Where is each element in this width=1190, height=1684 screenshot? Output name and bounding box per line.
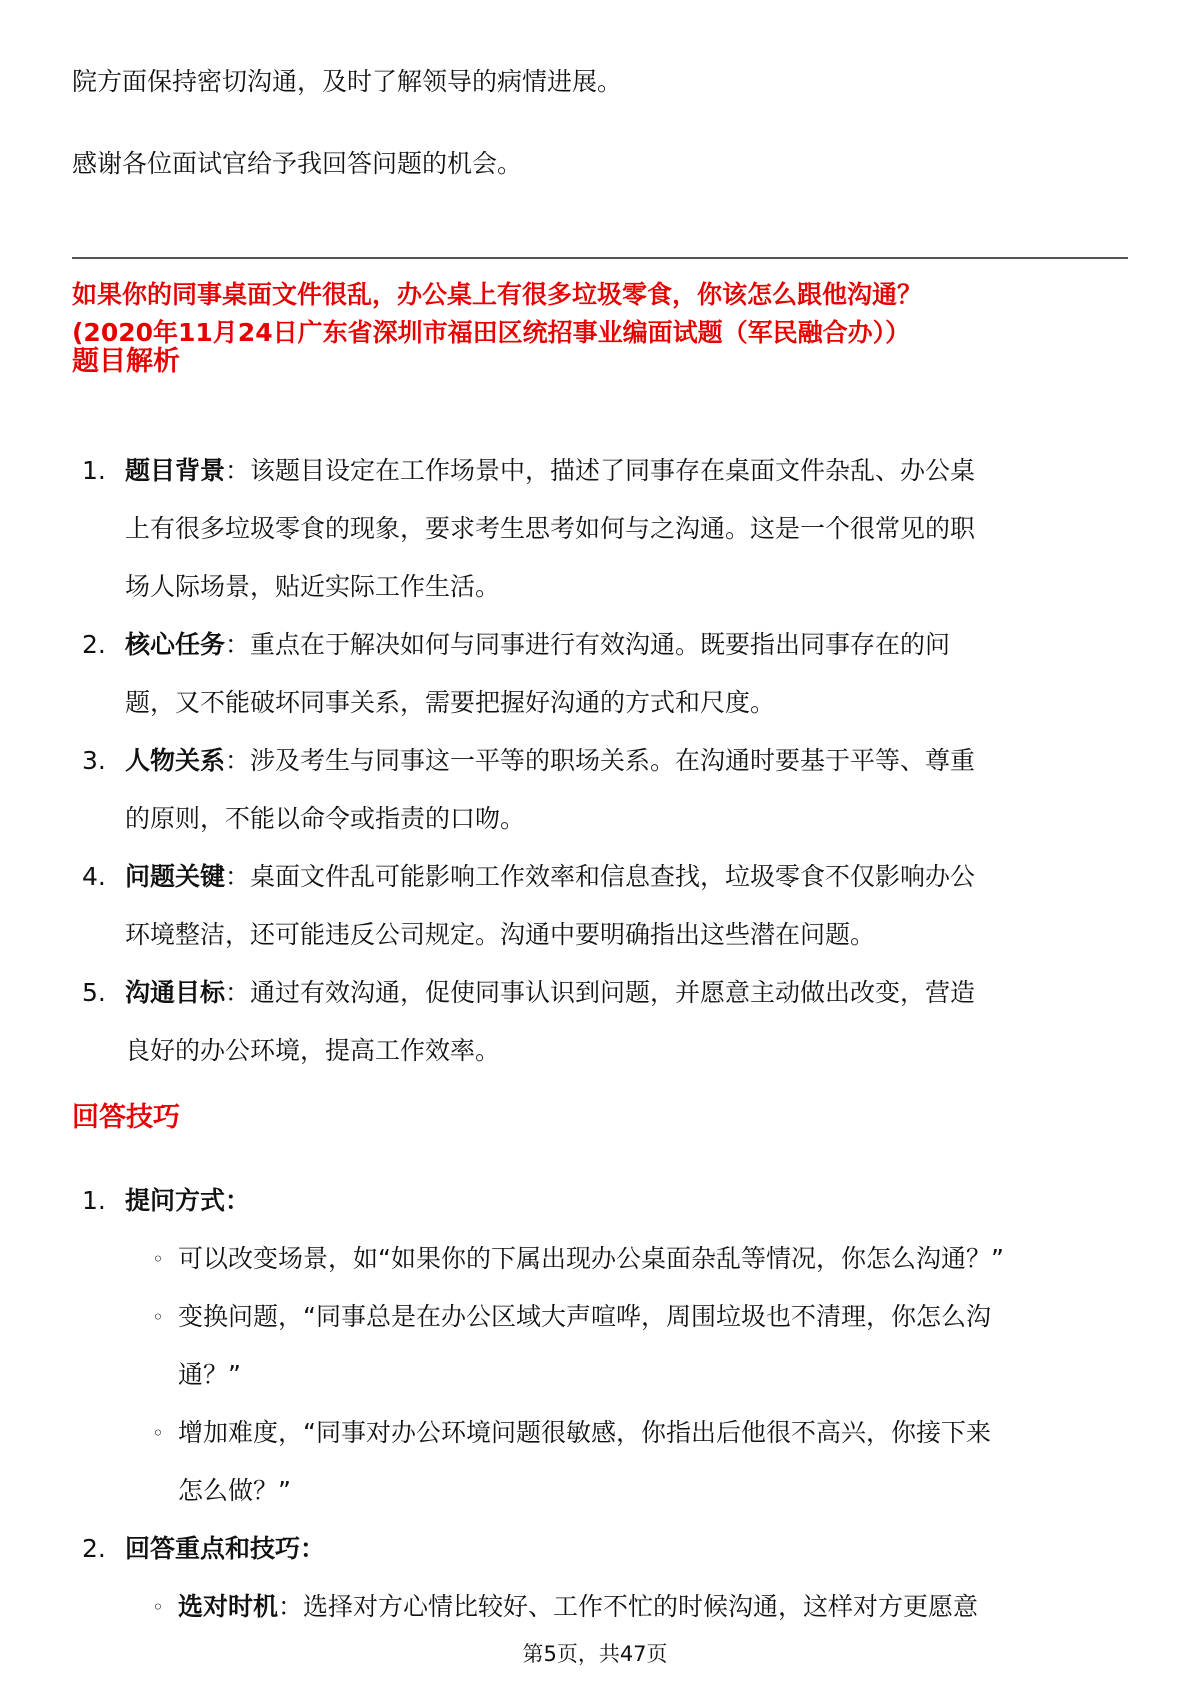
hollow-bullet-icon: ◦ bbox=[152, 1247, 164, 1271]
sub-bullet-item: ◦ 选对时机：选择对方心情比较好、工作不忙的时候沟通，这样对方更愿意 bbox=[82, 1578, 1142, 1636]
item-label: 沟通目标 bbox=[125, 978, 226, 1007]
tips-heading: 回答技巧 bbox=[72, 1102, 180, 1133]
item-text: 场人际场景，贴近实际工作生活。 bbox=[125, 572, 501, 601]
sub-bullet-item: ◦ 可以改变场景，如“如果你的下属出现办公桌面杂乱等情况，你怎么沟通？” bbox=[82, 1230, 1142, 1288]
item-text: 的原则，不能以命令或指责的口吻。 bbox=[125, 804, 526, 833]
item-text: 环境整洁，还可能违反公司规定。沟通中要明确指出这些潜在问题。 bbox=[125, 920, 876, 949]
analysis-item: 3. 人物关系：涉及考生与同事这一平等的职场关系。在沟通时要基于平等、尊重 的原则，不能以命令或指责的口吻。 bbox=[82, 732, 1142, 848]
item-number: 5. bbox=[82, 978, 106, 1007]
question-title-line-1: 如果你的同事桌面文件很乱，办公桌上有很多垃圾零食，你该怎么跟他沟通？ bbox=[72, 280, 923, 309]
hollow-bullet-icon: ◦ bbox=[152, 1421, 164, 1445]
item-text: 题，又不能破坏同事关系，需要把握好沟通的方式和尺度。 bbox=[125, 688, 776, 717]
sub-label: 选对时机 bbox=[178, 1592, 279, 1621]
item-label: 题目背景 bbox=[125, 456, 226, 485]
question-title bbox=[72, 276, 922, 352]
item-number: 1. bbox=[82, 456, 106, 485]
question-title-line-2: (2020年11月24日广东省深圳市福田区统招事业编面试题（军民融合办）） bbox=[72, 318, 911, 347]
sub-bullet-item: ◦ 增加难度，“同事对办公环境问题很敏感，你指出后他很不高兴，你接下来 怎么做？” bbox=[82, 1404, 1142, 1520]
analysis-item: 1. 题目背景：该题目设定在工作场景中，描述了同事存在桌面文件杂乱、办公桌 上有很多垃圾零食的现象，要求考生思考如何与之沟通。这是一个很常见的职 场人际场景，贴近实际工作生活。 bbox=[82, 442, 1142, 616]
tips-item bbox=[82, 1520, 1142, 1578]
item-label: 问题关键 bbox=[125, 862, 226, 891]
item-label: 人物关系 bbox=[125, 746, 226, 775]
analysis-item: 4. 问题关键：桌面文件乱可能影响工作效率和信息查找，垃圾零食不仅影响办公 环境整洁，还可能违反公司规定。沟通中要明确指出这些潜在问题。 bbox=[82, 848, 1142, 964]
item-number: 2. bbox=[82, 1534, 106, 1563]
item-label: 核心任务 bbox=[125, 630, 226, 659]
item-number: 2. bbox=[82, 630, 106, 659]
sub-bullet-item: ◦ 变换问题，“同事总是在办公区域大声喧哗，周围垃圾也不清理，你怎么沟 通？” bbox=[82, 1288, 1142, 1404]
hollow-bullet-icon: ◦ bbox=[152, 1595, 164, 1619]
analysis-list bbox=[82, 442, 1142, 1080]
item-text: 通过有效沟通，促使同事认识到问题，并愿意主动做出改变，营造 bbox=[250, 978, 976, 1007]
item-number: 1. bbox=[82, 1186, 106, 1215]
analysis-item: 2. 核心任务：重点在于解决如何与同事进行有效沟通。既要指出同事存在的问 题，又不能破坏同事关系，需要把握好沟通的方式和尺度。 bbox=[82, 616, 1142, 732]
intro-line-2: 感谢各位面试官给予我回答问题的机会。 bbox=[72, 149, 523, 178]
item-number: 3. bbox=[82, 746, 106, 775]
tips-item bbox=[82, 1172, 1142, 1230]
page-footer: 第5页，共47页 bbox=[522, 1642, 668, 1666]
item-number: 4. bbox=[82, 862, 106, 891]
item-text: 该题目设定在工作场景中，描述了同事存在桌面文件杂乱、办公桌 bbox=[250, 456, 976, 485]
item-text: 重点在于解决如何与同事进行有效沟通。既要指出同事存在的问 bbox=[250, 630, 951, 659]
analysis-heading: 题目解析 bbox=[72, 346, 180, 377]
item-label: 提问方式： bbox=[125, 1186, 251, 1215]
tips-list bbox=[82, 1172, 1142, 1636]
hollow-bullet-icon: ◦ bbox=[152, 1305, 164, 1329]
item-text: 涉及考生与同事这一平等的职场关系。在沟通时要基于平等、尊重 bbox=[250, 746, 976, 775]
item-label: 回答重点和技巧： bbox=[125, 1534, 326, 1563]
section-divider bbox=[72, 257, 1128, 259]
item-text: 良好的办公环境，提高工作效率。 bbox=[125, 1036, 501, 1065]
item-text: 桌面文件乱可能影响工作效率和信息查找，垃圾零食不仅影响办公 bbox=[250, 862, 976, 891]
intro-line-1: 院方面保持密切沟通，及时了解领导的病情进展。 bbox=[72, 67, 623, 96]
analysis-item: 5. 沟通目标：通过有效沟通，促使同事认识到问题，并愿意主动做出改变，营造 良好的办公环境，提高工作效率。 bbox=[82, 964, 1142, 1080]
item-text: 上有很多垃圾零食的现象，要求考生思考如何与之沟通。这是一个很常见的职 bbox=[125, 514, 976, 543]
